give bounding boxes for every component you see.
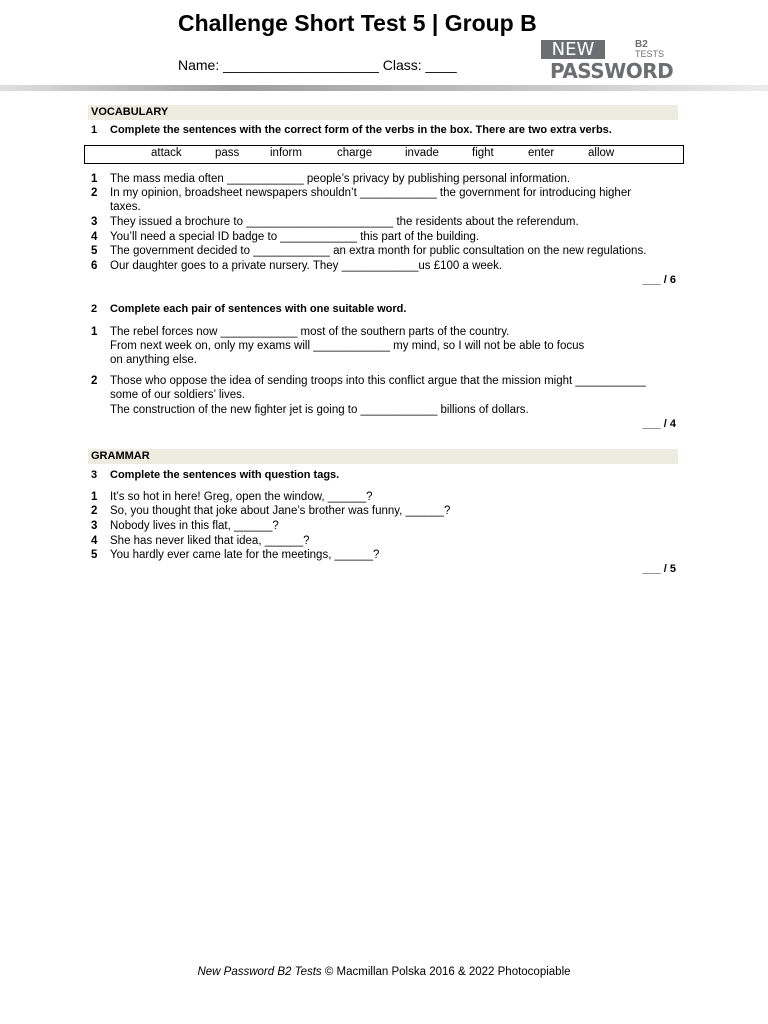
section-vocabulary-label: VOCABULARY <box>91 106 169 118</box>
ex2-item <box>91 374 646 388</box>
footer-copyright: © Macmillan Polska 2016 & 2022 Photocopiable <box>321 966 571 978</box>
item-text: Nobody lives in this flat, ______? <box>110 520 279 532</box>
ex1-instruction <box>91 124 612 136</box>
item-text: You hardly ever came late for the meetings, ______? <box>110 549 380 561</box>
item-number: 1 <box>91 491 98 503</box>
ex3-instruction-text: Complete the sentences with question tags. <box>110 469 340 481</box>
ex3-item <box>91 490 373 504</box>
ex2-instruction-text: Complete each pair of sentences with one suitable word. <box>110 303 407 315</box>
ex3-number: 3 <box>91 469 98 481</box>
ex3-item <box>91 548 379 562</box>
ex1-item <box>91 230 479 244</box>
name-class-row: Name: ____________________ Class: ____ <box>178 57 457 73</box>
word-box-item: enter <box>528 147 555 159</box>
header-divider <box>0 85 768 91</box>
ex3-instruction <box>91 469 339 481</box>
item-number: 4 <box>91 535 98 547</box>
item-number: 5 <box>91 549 98 561</box>
ex3-score: ___ / 5 <box>642 563 676 575</box>
ex1-item <box>91 244 646 258</box>
ex2-item-line: on anything else. <box>110 354 197 366</box>
word-box-item: invade <box>405 147 439 159</box>
item-number: 4 <box>91 231 98 243</box>
item-number: 3 <box>91 216 98 228</box>
new-password-logo <box>541 39 674 83</box>
section-grammar-label: GRAMMAR <box>91 450 150 462</box>
ex2-item <box>91 325 509 339</box>
word-box-item: fight <box>472 147 494 159</box>
ex3-item <box>91 519 279 533</box>
item-text: Our daughter goes to a private nursery. They ____________us £100 a week. <box>110 260 503 272</box>
item-number: 2 <box>91 375 98 387</box>
item-text: It’s so hot in here! Greg, open the window, ______? <box>110 491 373 503</box>
ex3-item <box>91 504 450 518</box>
item-text: She has never liked that idea, ______? <box>110 535 310 547</box>
ex1-item <box>91 259 502 273</box>
logo-password: PASSWORD <box>550 59 674 83</box>
page-title: Challenge Short Test 5 | Group B <box>178 10 537 36</box>
item-text: The rebel forces now ____________ most of the southern parts of the country. <box>110 326 510 338</box>
ex2-item-line: some of our soldiers’ lives. <box>110 389 246 401</box>
item-number: 6 <box>91 260 98 272</box>
word-box-item: attack <box>151 147 182 159</box>
ex1-instruction-text: Complete the sentences with the correct form of the verbs in the box. There are two extra verbs. <box>110 124 612 136</box>
word-box-item: inform <box>270 147 302 159</box>
ex1-item <box>91 215 579 229</box>
item-number: 2 <box>91 505 98 517</box>
item-number: 3 <box>91 520 98 532</box>
word-box-item: allow <box>588 147 615 159</box>
section-vocabulary <box>88 105 678 120</box>
ex1-score: ___ / 6 <box>642 274 676 286</box>
ex1-item <box>91 172 570 186</box>
item-text: In my opinion, broadsheet newspapers shouldn’t ____________ the government for introducing higher <box>110 187 632 199</box>
word-box-item: pass <box>215 147 240 159</box>
ex2-item-line: The construction of the new fighter jet is going to ____________ billions of dollars. <box>110 404 529 416</box>
ex2-number: 2 <box>91 303 98 315</box>
item-text: So, you thought that joke about Jane’s brother was funny, ______? <box>110 505 451 517</box>
item-text: Those who oppose the idea of sending troops into this conflict argue that the mission might ___________ <box>110 375 646 387</box>
word-box-item: charge <box>337 147 373 159</box>
logo-tests: TESTS <box>635 49 665 59</box>
item-number: 2 <box>91 187 98 199</box>
footer <box>0 966 768 978</box>
item-text: The government decided to ____________ an extra month for public consultation on the new regulations. <box>110 245 647 257</box>
item-text: The mass media often ____________ people’s privacy by publishing personal information. <box>110 173 571 185</box>
footer-title: New Password B2 Tests <box>197 966 322 978</box>
ex3-item <box>91 534 309 548</box>
ex1-number: 1 <box>91 124 98 136</box>
item-text: You’ll need a special ID badge to ____________ this part of the building. <box>110 231 480 243</box>
section-grammar <box>88 449 678 464</box>
item-text: They issued a brochure to _______________________ the residents about the referendum. <box>110 216 579 228</box>
word-box <box>84 145 684 164</box>
item-number: 1 <box>91 326 98 338</box>
item-number: 5 <box>91 245 98 257</box>
ex2-item-line: From next week on, only my exams will ____________ my mind, so I will not be able to focus <box>110 340 585 352</box>
logo-b2: B2 <box>635 39 648 50</box>
item-number: 1 <box>91 173 98 185</box>
ex1-item <box>91 186 631 200</box>
ex1-item-continued: taxes. <box>110 201 141 213</box>
logo-new: NEW <box>541 40 605 59</box>
ex2-score: ___ / 4 <box>642 418 676 430</box>
ex2-instruction <box>91 303 406 315</box>
